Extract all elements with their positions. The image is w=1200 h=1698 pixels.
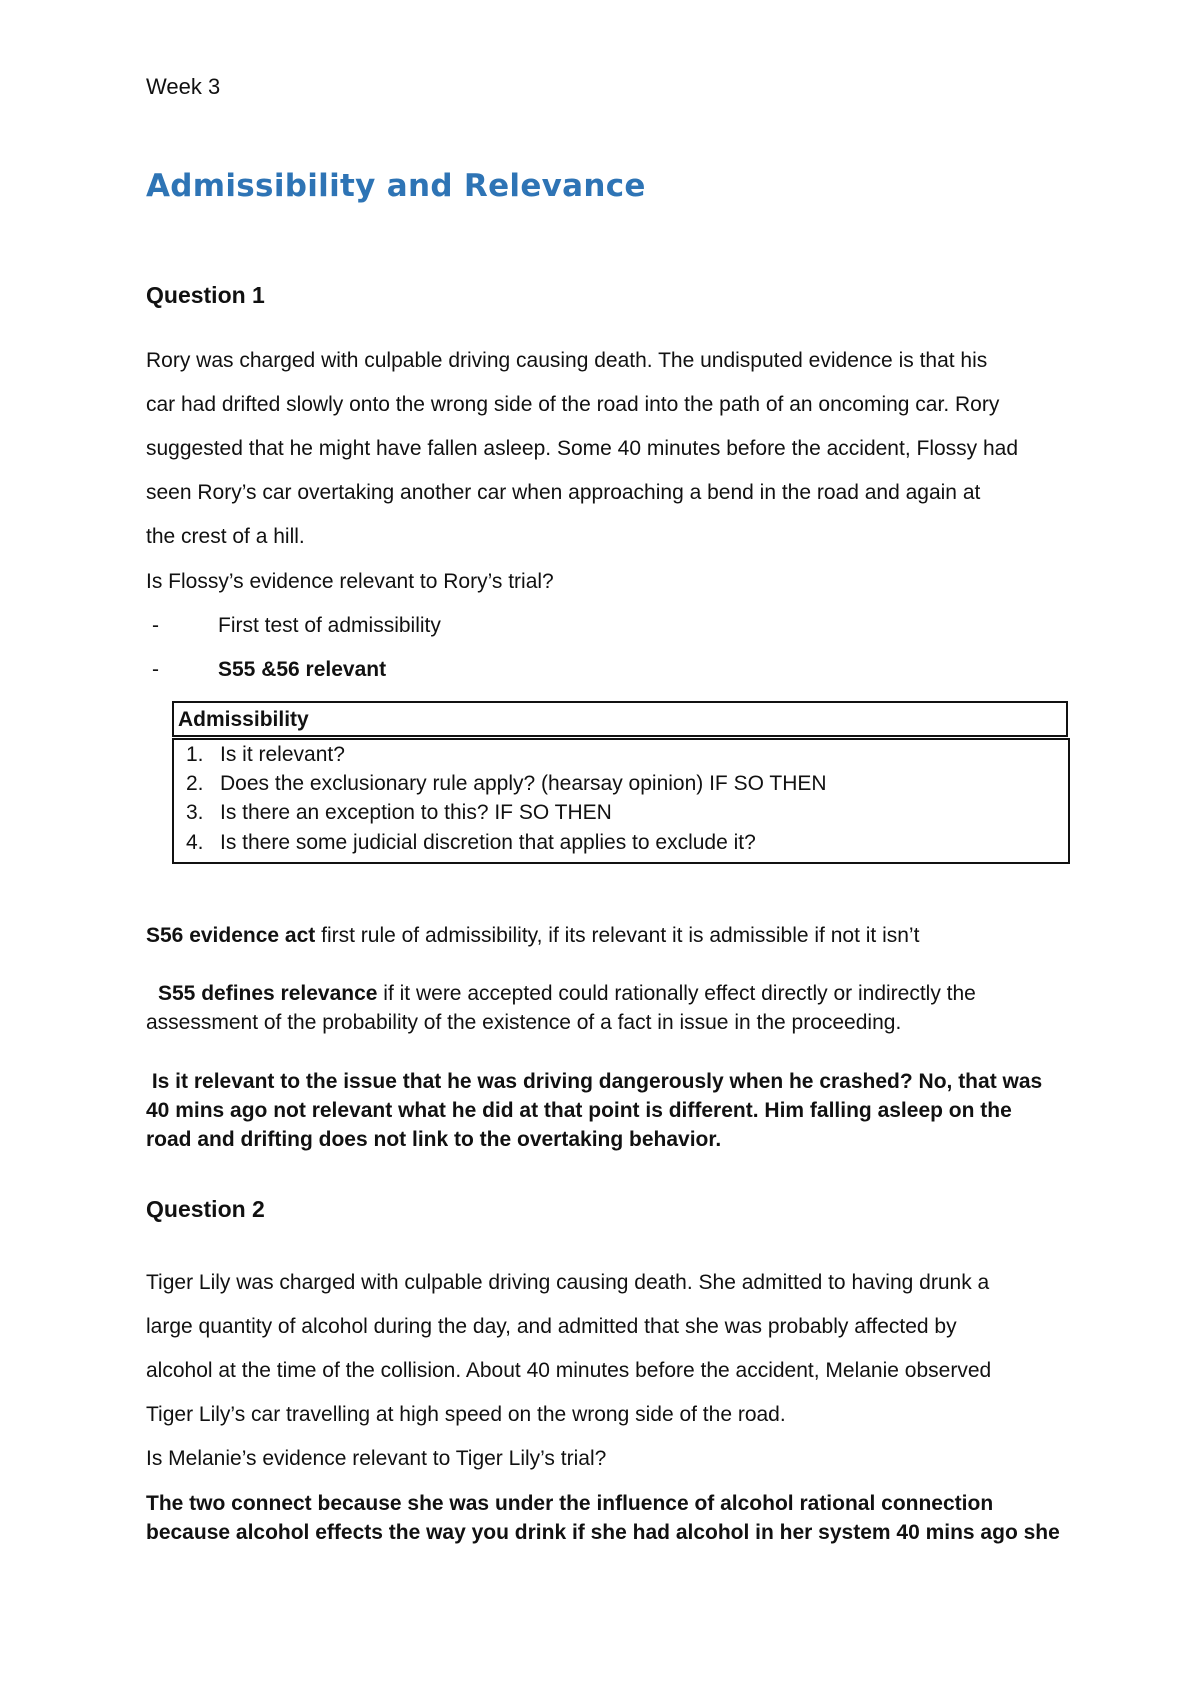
week-label: Week 3 bbox=[146, 74, 221, 99]
bullet-dash: - bbox=[152, 614, 159, 637]
s56-rest: first rule of admissibility, if its relevant it is admissible if not it isn’t bbox=[315, 924, 920, 947]
list-number: 1. bbox=[186, 743, 204, 766]
list-item bbox=[186, 772, 827, 796]
q1-paragraph-line: the crest of a hill. bbox=[146, 525, 305, 548]
q2-paragraph-line: Tiger Lily was charged with culpable driving causing death. She admitted to having drunk a bbox=[146, 1271, 990, 1294]
q1-paragraph-line: Rory was charged with culpable driving causing death. The undisputed evidence is that his bbox=[146, 349, 988, 372]
q2-paragraph-line: Tiger Lily’s car travelling at high speed on the wrong side of the road. bbox=[146, 1403, 786, 1426]
bullet-item: First test of admissibility bbox=[218, 614, 441, 637]
admissibility-box-list bbox=[172, 738, 1070, 864]
list-text: Is there some judicial discretion that applies to exclude it? bbox=[220, 831, 756, 854]
list-number: 2. bbox=[186, 772, 204, 795]
question-2-heading: Question 2 bbox=[146, 1196, 265, 1222]
s55-rest: if it were accepted could rationally effect directly or indirectly the bbox=[377, 982, 976, 1005]
bullet-dash: - bbox=[152, 658, 159, 681]
list-text: Is there an exception to this? IF SO THEN bbox=[220, 801, 612, 824]
list-text: Is it relevant? bbox=[220, 743, 345, 766]
q1-question: Is Flossy’s evidence relevant to Rory’s trial? bbox=[146, 570, 554, 593]
s55-note-line2: assessment of the probability of the existence of a fact in issue in the proceeding. bbox=[146, 1011, 902, 1034]
s56-note bbox=[146, 924, 919, 948]
q2-answer-line: The two connect because she was under the influence of alcohol rational connection bbox=[146, 1492, 994, 1515]
s55-note bbox=[158, 982, 976, 1006]
admissibility-heading-text: Admissibility bbox=[178, 708, 309, 731]
q1-paragraph-line: suggested that he might have fallen asleep. Some 40 minutes before the accident, Flossy had bbox=[146, 437, 1019, 460]
q1-paragraph-line: seen Rory’s car overtaking another car when approaching a bend in the road and again at bbox=[146, 481, 981, 504]
bullet-item: S55 &56 relevant bbox=[218, 658, 387, 681]
list-item bbox=[186, 801, 612, 825]
q1-answer-line: Is it relevant to the issue that he was driving dangerously when he crashed? No, that was bbox=[146, 1070, 1043, 1093]
list-item bbox=[186, 831, 756, 855]
list-text: Does the exclusionary rule apply? (hearsay opinion) IF SO THEN bbox=[220, 772, 827, 795]
list-item bbox=[186, 743, 345, 767]
q1-paragraph-line: car had drifted slowly onto the wrong side of the road into the path of an oncoming car. Rory bbox=[146, 393, 1000, 416]
q1-answer-line: 40 mins ago not relevant what he did at that point is different. Him falling asleep on the bbox=[146, 1099, 1012, 1122]
admissibility-box-heading bbox=[172, 701, 1068, 737]
s55-bold: S55 defines relevance bbox=[158, 982, 378, 1005]
s56-bold: S56 evidence act bbox=[146, 924, 316, 947]
list-number: 3. bbox=[186, 801, 204, 824]
q1-answer-line: road and drifting does not link to the overtaking behavior. bbox=[146, 1128, 722, 1151]
question-1-heading: Question 1 bbox=[146, 282, 265, 308]
q2-answer-line: because alcohol effects the way you drink if she had alcohol in her system 40 mins ago she bbox=[146, 1521, 1060, 1544]
q2-paragraph-line: large quantity of alcohol during the day, and admitted that she was probably affected by bbox=[146, 1315, 957, 1338]
list-number: 4. bbox=[186, 831, 204, 854]
q2-question: Is Melanie’s evidence relevant to Tiger Lily’s trial? bbox=[146, 1447, 607, 1470]
page-title: Admissibility and Relevance bbox=[146, 168, 646, 204]
q2-paragraph-line: alcohol at the time of the collision. About 40 minutes before the accident, Melanie observed bbox=[146, 1359, 992, 1382]
